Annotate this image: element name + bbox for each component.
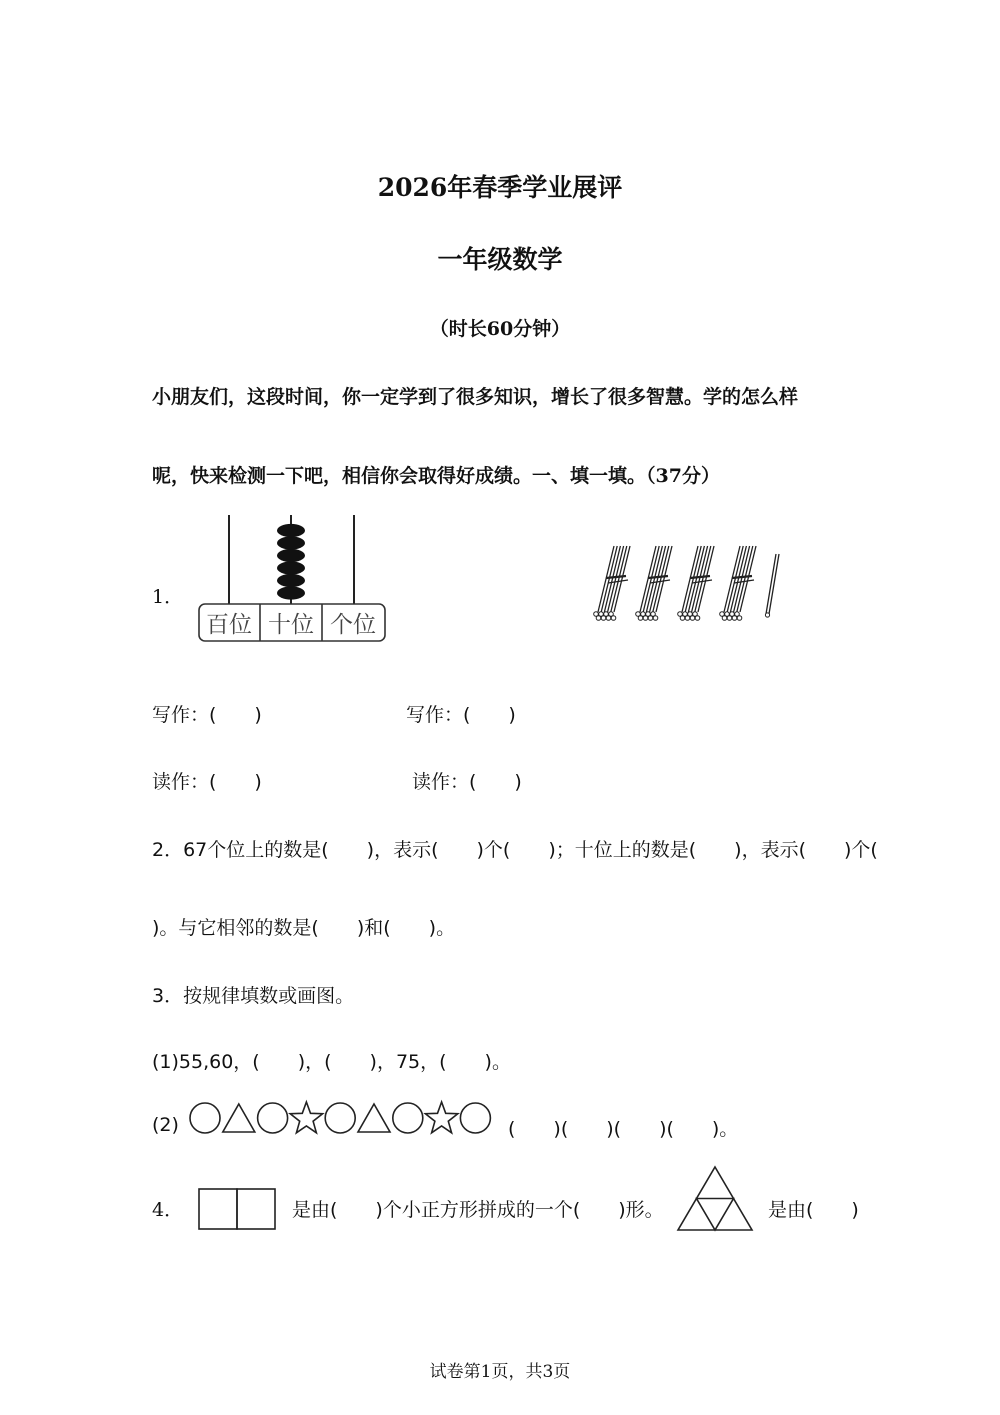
- abacus-label-hundreds: 百位: [206, 612, 252, 638]
- abacus-figure: [196, 512, 388, 644]
- stick-bundle: [720, 546, 756, 620]
- q1-write-right: 写作：( ): [406, 704, 516, 726]
- stick-bundle: [636, 546, 672, 620]
- q1-read-left: 读作：( ): [152, 771, 262, 793]
- abacus-bead: [277, 586, 305, 599]
- q2-line-2: )。与它相邻的数是( )和( )。: [152, 917, 456, 939]
- q3-part-1: (1)55,60，( )，( )，75，( )。: [152, 1051, 511, 1073]
- star-shape: [290, 1102, 322, 1133]
- abacus-bead: [277, 536, 305, 549]
- exam-title: 2026年春季学业展评: [377, 173, 623, 202]
- stick-bundle: [678, 546, 714, 620]
- shape-sequence-figure: [188, 1098, 498, 1138]
- q4-text-2: 是由( ): [768, 1199, 859, 1221]
- star-shape: [425, 1102, 457, 1133]
- q4-number: 4．: [152, 1199, 184, 1221]
- q4-text-1: 是由( )个小正方形拼成的一个( )形。: [292, 1199, 664, 1221]
- abacus-beads-tens: [277, 524, 305, 600]
- abacus-bead: [277, 574, 305, 587]
- abacus-bead: [277, 561, 305, 574]
- q2-line-1: 2．67个位上的数是( )，表示( )个( )；十位上的数是( )，表示( )个(: [152, 839, 878, 861]
- q1-write-left: 写作：( ): [152, 704, 262, 726]
- triangle-shape: [223, 1104, 255, 1132]
- q1-number: 1．: [152, 586, 184, 608]
- abacus-label-tens: 十位: [268, 612, 314, 638]
- q1-read-right: 读作：( ): [412, 771, 522, 793]
- circle-shape: [393, 1103, 423, 1133]
- single-stick: [765, 554, 779, 617]
- q3-part-2-label: (2): [152, 1114, 179, 1136]
- exam-duration: （时长60分钟）: [429, 318, 571, 340]
- circle-shape: [460, 1103, 490, 1133]
- circle-shape: [258, 1103, 288, 1133]
- stick-bundle: [594, 546, 630, 620]
- abacus-bead: [277, 524, 305, 537]
- intro-line-1: 小朋友们，这段时间，你一定学到了很多知识，增长了很多智慧。学的怎么样: [152, 386, 799, 408]
- two-squares-figure: [198, 1188, 278, 1232]
- triangle-figure: [676, 1165, 754, 1233]
- q3-title: 3．按规律填数或画图。: [152, 985, 355, 1007]
- page-footer: 试卷第1页，共3页: [429, 1362, 571, 1382]
- triangle-shape: [358, 1104, 390, 1132]
- q3-part-2-blanks: ( )( )( )( )。: [508, 1118, 739, 1140]
- circle-shape: [325, 1103, 355, 1133]
- intro-line-2: 呢，快来检测一下吧，相信你会取得好成绩。一、填一填。（37分）: [152, 465, 720, 487]
- abacus-bead: [277, 549, 305, 562]
- exam-subject: 一年级数学: [437, 245, 563, 274]
- abacus-label-ones: 个位: [330, 612, 376, 638]
- stick-bundles-figure: [586, 540, 786, 625]
- circle-shape: [190, 1103, 220, 1133]
